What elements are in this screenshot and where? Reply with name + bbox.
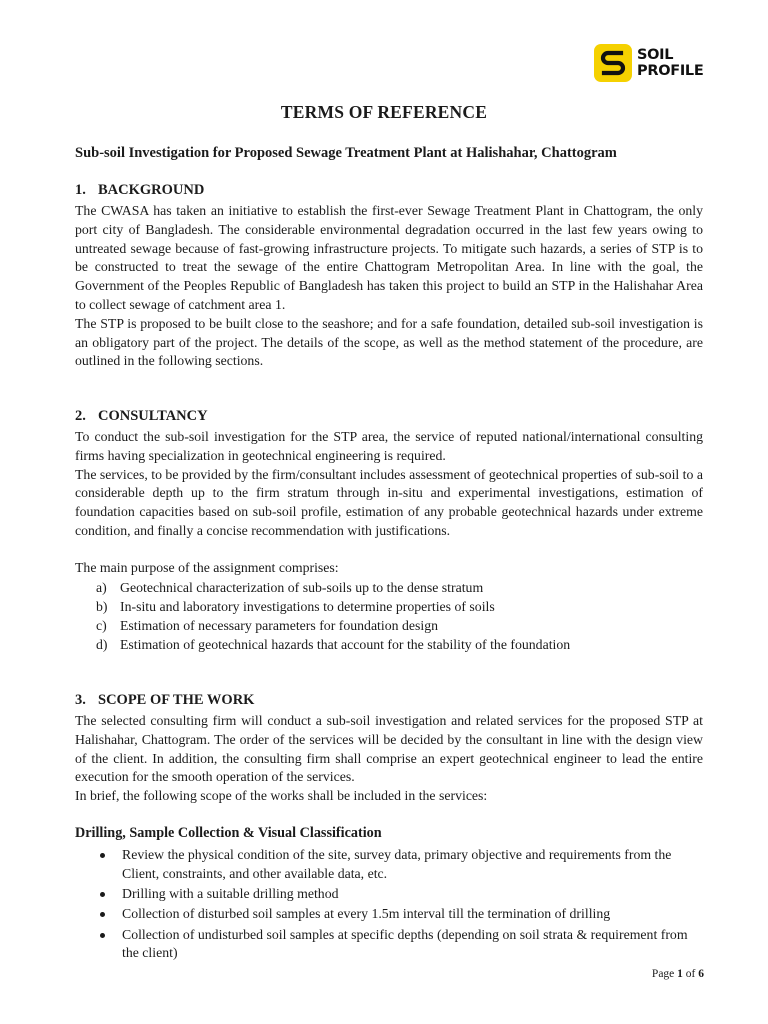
- background-body: [75, 202, 703, 371]
- current-page: 1: [677, 968, 683, 980]
- bullet-item: [98, 846, 703, 884]
- document-subtitle: Sub-soil Investigation for Proposed Sewage Treatment Plant at Halishahar, Chattogram: [75, 145, 617, 161]
- soil-profile-logo-icon: [594, 44, 632, 82]
- paragraph: To conduct the sub-soil investigation for the STP area, the service of reputed national/international consulting firms having specialization in geotechnical engineering is required.: [75, 429, 703, 463]
- list-item: [96, 616, 570, 635]
- list-item-text: In-situ and laboratory investigations to determine properties of soils: [120, 599, 495, 614]
- bullet-icon: [100, 912, 105, 917]
- document-title: TERMS OF REFERENCE: [280, 102, 488, 122]
- section-heading-background: [75, 182, 204, 199]
- list-item-text: Estimation of necessary parameters for foundation design: [120, 618, 438, 633]
- purpose-list: [96, 578, 570, 654]
- list-item: [96, 635, 570, 654]
- bullet-item: [98, 926, 703, 964]
- logo-line-1: SOIL: [637, 47, 674, 63]
- list-item-text: Estimation of geotechnical hazards that account for the stability of the foundation: [120, 637, 571, 652]
- paragraph: The services, to be provided by the firm/consultant includes assessment of geotechnical properties of sub-soil to a considerable depth up to the firm stratum through in-situ and experimental investigations, estimation of foundation capacities based on sub-soil profile, estimation of any probable geotechnical hazards under extreme condition, and finally a concise recommendation with justifications.: [75, 466, 703, 538]
- list-marker: a): [96, 580, 107, 595]
- section-title: SCOPE OF THE WORK: [98, 692, 255, 708]
- list-marker: c): [96, 618, 107, 633]
- section-heading-consultancy: [75, 408, 208, 425]
- consultancy-body: [75, 428, 703, 541]
- section-number: 2.: [75, 408, 86, 424]
- section-title: CONSULTANCY: [98, 408, 208, 424]
- bullet-text: Collection of disturbed soil samples at every 1.5m interval till the termination of drilling: [122, 906, 611, 922]
- page-label: Page: [651, 968, 675, 980]
- list-item: [96, 578, 570, 597]
- logo-wordmark: [637, 47, 703, 79]
- scope-bullet-list: [98, 846, 703, 965]
- bullet-item: [98, 885, 703, 904]
- bullet-text: Review the physical condition of the site, survey data, primary objective and requirements from the Client, constraints, and other available data, etc.: [122, 847, 672, 881]
- scope-body: [75, 712, 703, 806]
- bullet-icon: [100, 892, 105, 897]
- bullet-text: Collection of undisturbed soil samples at specific depths (depending on soil strata & requirement from the client): [122, 926, 688, 961]
- company-logo: [594, 44, 704, 84]
- bullet-item: [98, 905, 703, 924]
- section-title: BACKGROUND: [98, 182, 205, 198]
- list-item-text: Geotechnical characterization of sub-soils up to the dense stratum: [120, 580, 484, 595]
- paragraph: The STP is proposed to be built close to the seashore; and for a safe foundation, detailed sub-soil investigation is an obligatory part of the project. The details of the scope, as well as the method statement of the procedure, are outlined in the following sections.: [75, 315, 703, 369]
- section-number: 1.: [75, 182, 86, 198]
- total-pages: 6: [698, 968, 704, 980]
- purpose-intro: The main purpose of the assignment comprises:: [75, 560, 339, 575]
- paragraph: The CWASA has taken an initiative to establish the first-ever Sewage Treatment Plant in Chattogram, the only port city of Bangladesh. The considerable environmental degradation occurred in the last few years owing to untreated sewage because of fast-growing infrastructure projects. To mitigate such hazards, a series of STP is to be constructed to treat the sewage of the entire Chattogram Metropolitan Area. In line with the goal, the Government of the Peoples Republic of Bangladesh has taken this project to build an STP in the Halishahar Area to collect sewage of catchment area 1.: [75, 203, 703, 312]
- scope-subheading: Drilling, Sample Collection & Visual Classification: [75, 825, 382, 841]
- page-number: [652, 968, 704, 980]
- bullet-icon: [100, 933, 105, 938]
- paragraph: In brief, the following scope of the works shall be included in the services:: [75, 788, 488, 804]
- section-heading-scope: [75, 692, 254, 709]
- list-item: [96, 597, 570, 616]
- logo-line-2: PROFILE: [637, 63, 704, 79]
- bullet-icon: [100, 853, 105, 858]
- bullet-text: Drilling with a suitable drilling method: [122, 886, 339, 902]
- of-label: of: [685, 968, 696, 980]
- section-number: 3.: [75, 692, 86, 708]
- list-marker: b): [96, 599, 108, 614]
- list-marker: d): [96, 637, 108, 652]
- paragraph: The selected consulting firm will conduct a sub-soil investigation and related services for the proposed STP at Halishahar, Chattogram. The order of the services will be decided by the consultant in line with the design view of the client. In addition, the consulting firm shall comprise an expert geotechnical engineer to lead the entire execution for the smooth operation of the services.: [75, 713, 703, 785]
